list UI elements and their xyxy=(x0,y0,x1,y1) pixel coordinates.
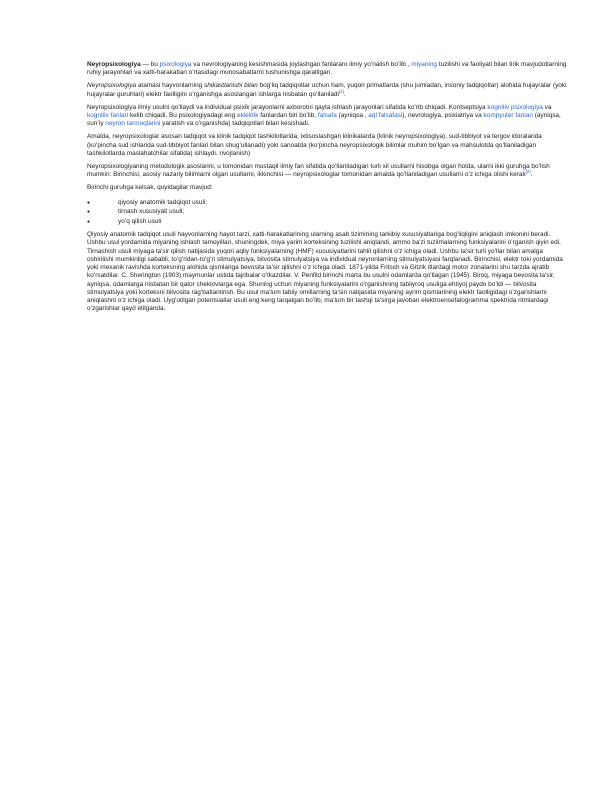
methodology-paragraph: Neyropsixologiyaning metodologik asoslarini, u tomonidan mustaqil ilmiy fan sifatida qoʻllaniladigan turli xil usullarni hisobga olgan holda, ularni ikki guruhga boʻlish mumkin: Birinchisi, asosiy nazariy bilimlarni olgan usullarni, ikkinchisi — neyropsixologlar tomonidan amalda qoʻllaniladigan usullarni oʻz ichiga olishi kerak[2]. xyxy=(87,163,550,179)
link-miyaning[interactable]: miyaning xyxy=(411,61,437,68)
footnote-ref-1[interactable]: [1] xyxy=(338,88,344,94)
link-neyron-tarmoqlari[interactable]: neyron tarmoqlarini xyxy=(105,120,161,128)
intro-paragraph: Neyropsixologiya — bu psixologiya va nevrologiyaning kesishmasida joylashgan fanlararo ilmiy yoʻnalish boʻlib , miyaning tuzilishi va faoliyati bilan tirik mavjudotlarning ruhiy jarayonlari va xatti-harakatlari oʻrtasidagi munosabatlarni tushunishga qaratilgan. xyxy=(87,61,567,77)
comparative-method-paragraph: Qiyosiy anatomik tadqiqot usuli hayvonlarning hayot tarzi, xatti-harakatlarining ularning asab tizimining tarkibiy xususiyatlariga bogʻliqligini aniqlash imkonini beradi. Ushbu usul yordamida miyaning ishlash tamoyillari, shuningdek, miya yarim korteksining tuzilishi aniqlandi, ammo ba'zi tuzilmalarning funksiyalarini oʻrganish qiyin edi. Tirnashish usuli miyaga ta'sir qilish natijasida yuqori aqliy funksiyalarning (HMF) xususiyatlarini tahlil qilishni oʻz ichiga oladi. Ushbu ta'sir turli yoʻllar bilan amalga oshirilishi mumkinligi sababli, toʻgʻridan-toʻgʻri stimulyatsiya, bilvosita stimulyatsiya va individual neyronlarning stimulyatsiyasi farqlanadi. Birinchisi, elektr toki yordamida yoki mexanik ravishda korteksning alohida qismlariga bevosita ta'sir qilishni oʻz ichiga oladi. 1871-yilda Fritsch va Gitzik itlardagi motor zonalarini shu tarzda ajratib koʻrsatdilar. C. Sherington (1903) maymunlar ustida tajribalar oʻtkazdilar. V. Penfild birinchi marta bu usulni odamlarda qoʻllagan (1945). Biroq, miyaga bevosita ta'sir, ayniqsa, odamlarga nisbatan bir qator cheklovlarga ega. Shuning uchun miyaning funksiyalarini oʻrganishning tabiiyroq usuliga ehtiyoj paydo boʻldi — bilvosita stimulyatsiya yoki korteksni bilvosita ragʻbatlantirish. Bu usul ma'lum tabiiy omillarning ta'siri natijasida miyaning ayrim qismlarining elektr faolligidagi oʻzgarishlarni aniqlashni oʻz ichiga oladi. Uygʻotilgan potentsiallar usuli eng keng tarqalgan boʻlib, ma'lum bir tashqi ta'sirga javoban elektroensefalogramma spektrida ritmlardagi oʻzgarishlar qayd etilganda. xyxy=(87,231,563,313)
link-aql-falsafasi[interactable]: aql falsafasi xyxy=(368,112,403,120)
link-falsafa[interactable]: falsafa xyxy=(317,112,337,120)
term-heading: Neyropsixologiya xyxy=(87,61,141,68)
term-definition-paragraph: Neyropsixologiya atamasi hayvonlarning shikastlanishi bilan bogʻliq tadqiqotlar uchun ham, yuqori primatlarda (shu jumladan, insoniy tadqiqotlar) alohida hujayralar (yoki hujayralar guruhlari) elektr faolligini oʻrganishga asoslangan ishlarga nisbatan qoʻllaniladi[1]. xyxy=(87,82,567,98)
first-group-intro: Birinchi guruhga kelsak, quyidagilar mavjud: xyxy=(87,184,213,192)
practice-paragraph: Amalda, neyropsixologlar asosan tadqiqot va klinik tadqiqot tashkilotlarida, ixtisoslashgan klinikalarda (klinik neyropsixologiya), sud-tibbiyot va tergov idoralarida (koʻpincha sud ishlarida sud-tibbiyot fanlari bilan shugʻullanadi) yoki sanoatda (koʻpincha neyropsixologik bilimlar muhim boʻlgan va mahsulotda qoʻllaniladigan tashkilotlarda maslahatchilar sifatida) ishlaydi. rivojlanish) xyxy=(87,133,542,157)
article-body xyxy=(87,61,569,318)
list-item: ● yoʻq qilish usuli xyxy=(87,218,569,226)
link-kompyuter-fanlari[interactable]: kompyuter fanlari xyxy=(483,112,533,120)
list-item: ● qiyosiy anatomik tadqiqot usuli; xyxy=(87,199,569,207)
link-kognitiv-fanlari[interactable]: kognitiv fanlari xyxy=(87,112,129,120)
link-kognitiv-psixologiya[interactable]: kognitiv psixologiya xyxy=(487,103,543,111)
list-item: ● tirnash xususiyati usuli; xyxy=(87,208,569,216)
methods-list xyxy=(87,199,569,226)
method-paragraph: Neyropsixologiya ilmiy usulni qoʻllaydi va individual psixik jarayonlarni axborotni qayta ishlash jarayonlari sifatida koʻrib chiqadi. Kontseptsiya kognitiv psixologiya va kognitiv fanlari kelib chiqadi. Bu psixologiyadagi eng eklektik fanlardan biri boʻlib, falsafa (ayniqsa , aql falsafasi), nevrologiya, psixiatriya va kompyuter fanlari (ayniqsa, sunʼiy neyron tarmoqlarini yaratish va oʻrganishda) tadqiqotlari bilan kesishadi. xyxy=(87,103,561,128)
link-eklektik[interactable]: eklektik xyxy=(236,112,259,120)
link-psixologiya[interactable]: psixologiya xyxy=(159,61,192,68)
footnote-ref-2[interactable]: [2] xyxy=(525,169,531,175)
